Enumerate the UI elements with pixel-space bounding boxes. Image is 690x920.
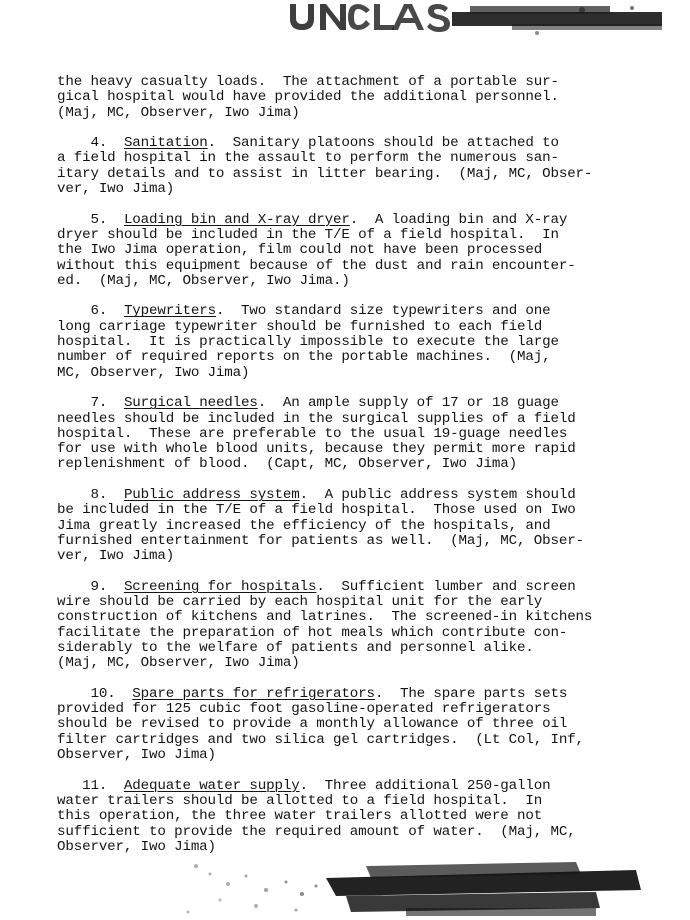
item-number: 5. [90, 211, 108, 228]
item-number: 11. [82, 777, 108, 794]
classification-stamp-bottom [176, 856, 646, 920]
item-text: . A loading bin and X-ray dryer should be included in the T/E of a field hospital. In the Iwo Jima operation, film could not have been processed without this equipment because of the dust and rain encounter- ed. (Maj, MC, Observer, Iwo Jima.) [57, 211, 576, 289]
item-number: 9. [90, 578, 108, 595]
item-heading: Public address system [123, 487, 300, 504]
item-text: . Sanitary platoons should be attached to a field hospital in the assault to perform the numerous san- itary details and to assist in litter bearing. (Maj, MC, Obser- ver, Iwo Jima) [57, 135, 593, 198]
item-heading: Typewriters [123, 303, 216, 320]
item-surgical-needles [57, 396, 657, 472]
item-typewriters [57, 304, 657, 380]
item-number: 6. [90, 303, 108, 320]
item-number: 10. [90, 685, 116, 702]
item-text: . Two standard size typewriters and one long carriage typewriter should be furnished to each field hospital. It is practically impossible to execute the large number of required reports on the portable machines. (Maj, MC, Observer, Iwo Jima) [57, 303, 559, 381]
item-screening [57, 580, 657, 672]
item-text: . The spare parts sets provided for 125 cubic foot gasoline-operated refrigerators should be revised to provide a monthly allowance of three oil filter cartridges and two silica gel cartridges. (Lt Col, Inf, Observer, Iwo Jima) [57, 685, 584, 764]
item-spare-parts [57, 687, 657, 763]
classification-stamp-top [282, 0, 672, 40]
item-heading: Surgical needles [123, 395, 258, 412]
item-loading-bin [57, 213, 657, 289]
item-sanitation [57, 136, 657, 197]
item-heading: Screening for hospitals [123, 578, 317, 595]
item-water-supply [57, 779, 657, 855]
item-text: . An ample supply of 17 or 18 guage needles should be included in the surgical supplies of a field hospital. These are preferable to the usual 19-guage needles for use with whole blood units, because they permit more rapid replenishment of blood. (Capt, MC, Observer, Iwo Jima) [57, 395, 576, 473]
item-heading: Loading bin and X-ray dryer [123, 211, 350, 228]
item-heading: Sanitation [123, 135, 208, 152]
item-text: . Three additional 250-gallon water trailers should be allotted to a field hospital. In this operation, the three water trailers allotted were not sufficient to provide the required amount of water. (Maj, MC, Observer, Iwo Jima) [57, 777, 576, 855]
intro-paragraph: the heavy casualty loads. The attachment of a portable sur- gical hospital would have provided the additional personnel. (Maj, MC, Observer, Iwo Jima) [57, 74, 559, 121]
document-body [57, 75, 657, 870]
item-text: . A public address system should be included in the T/E of a field hospital. Those used on Iwo Jima greatly increased the efficiency of the hospitals, and furnished entertainment for patients as well. (Maj, MC, Obser- ver, Iwo Jima) [57, 487, 584, 565]
item-public-address [57, 488, 657, 564]
item-number: 8. [90, 487, 108, 504]
item-number: 4. [90, 135, 108, 152]
item-number: 7. [90, 395, 108, 412]
item-heading: Spare parts for refrigerators [132, 685, 375, 702]
item-text: . Sufficient lumber and screen wire should be carried by each hospital unit for the early construction of kitchens and latrines. The screened-in kitchens facilitate the preparation of hot meals which contribute con- siderably to the welfare of patients and personnel alike. (Maj, MC, Observer, Iwo Jima) [57, 578, 593, 672]
item-heading: Adequate water supply [123, 777, 300, 794]
